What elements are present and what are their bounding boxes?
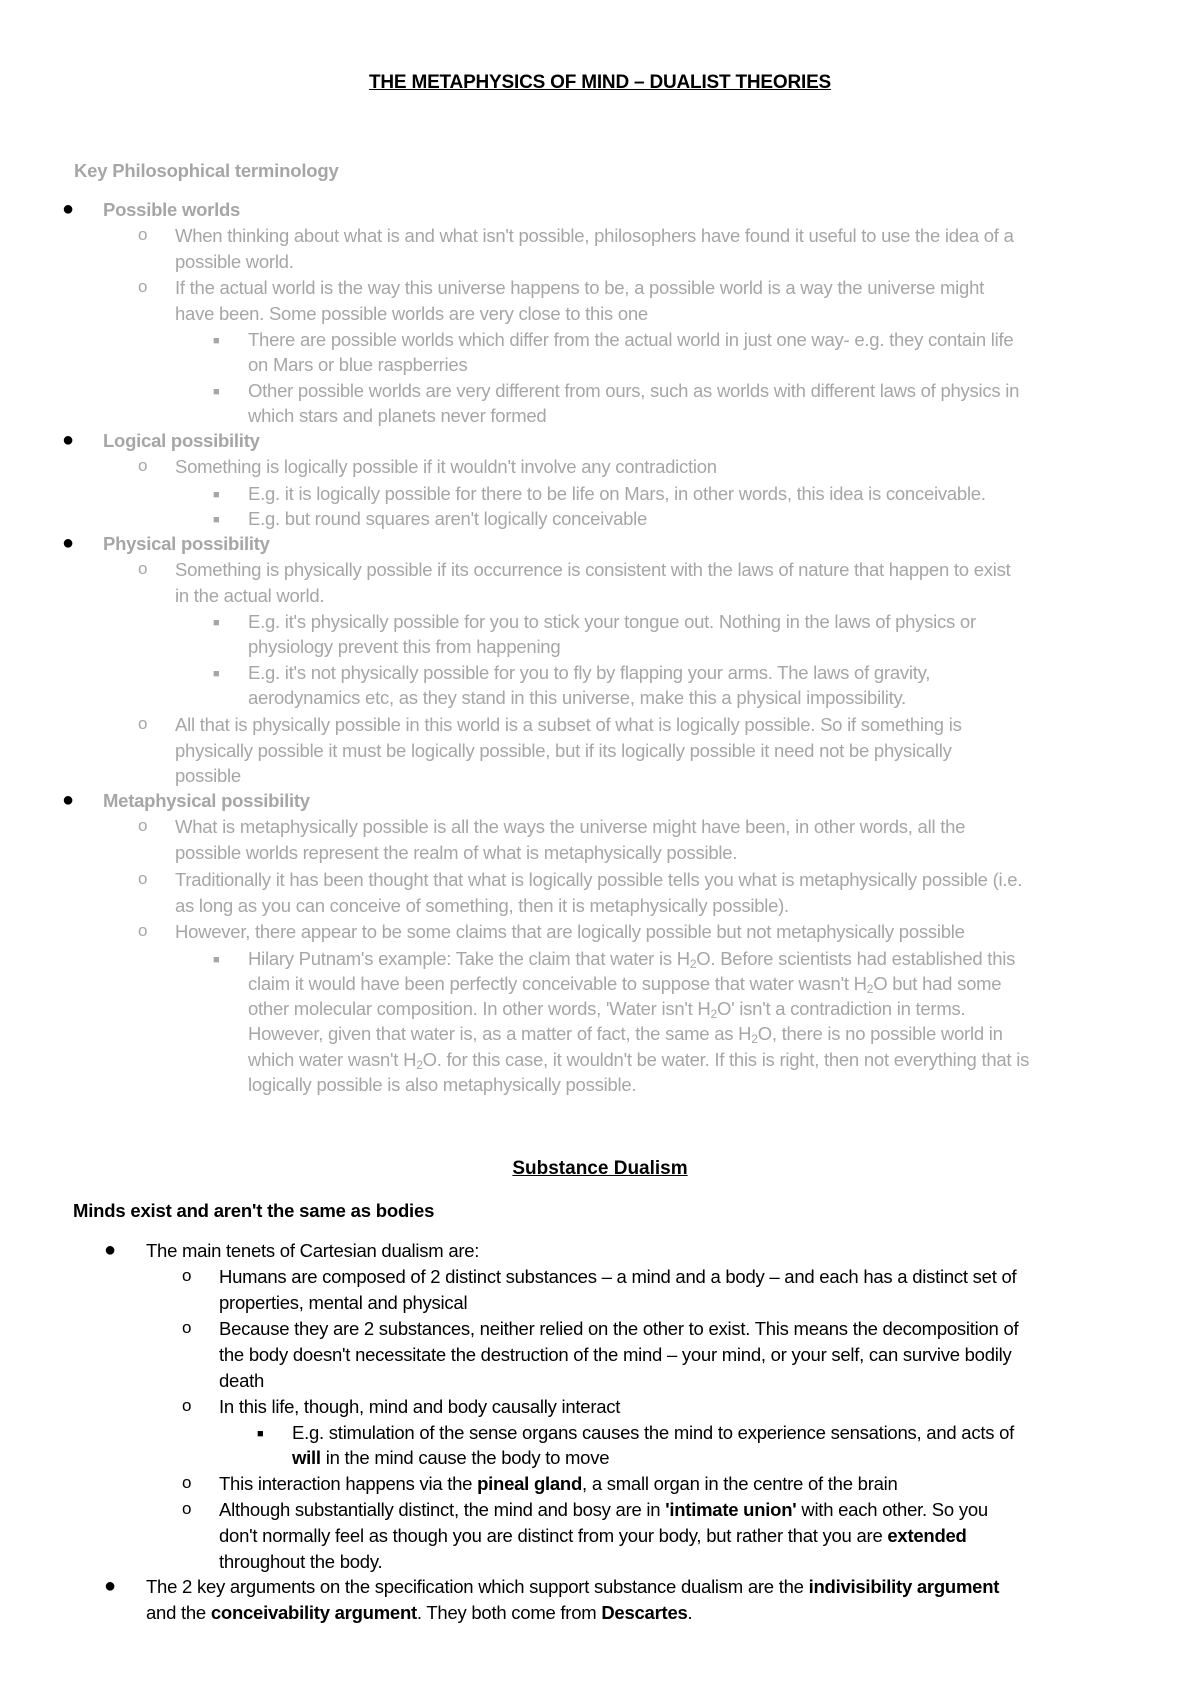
text-line: have been. Some possible worlds are very close to this one [175,303,648,324]
text-line: aerodynamics etc, as they stand in this universe, make this a physical impossibility. [248,687,907,708]
text-line: In this life, though, mind and body causally interact [219,1396,621,1417]
text-line-putnam: which water wasn't $H_2O$. for this case, it wouldn't be water. If this is right, then not everything that is [248,1049,1030,1072]
text-line: E.g. it's physically possible for you to stick your tongue out. Nothing in the laws of physics or [248,611,976,632]
text-line: Something is logically possible if it wouldn't involve any contradiction [175,456,717,477]
bullet-disc-icon: ● [62,198,75,220]
bullet-square-icon: ■ [213,489,220,501]
text-line: Although substantially distinct, the mind and bosy are in 'intimate union' with each other. So you [219,1499,988,1520]
bullet-square-icon: ■ [213,668,220,680]
text-line-putnam: Hilary Putnam's example: Take the claim that water is $H_2O$. Before scientists had established this [248,948,1016,971]
term-physical-possibility: Physical possibility [103,533,270,554]
text-line: Other possible worlds are very different from ours, such as worlds with different laws of physics in [248,380,1020,401]
text-line: This interaction happens via the pineal gland, a small organ in the centre of the brain [219,1473,898,1494]
text-line: don't normally feel as though you are distinct from your body, but rather that you are extended [219,1525,967,1546]
bullet-circle-icon: o [138,816,148,835]
text-line: What is metaphysically possible is all the ways the universe might have been, in other words, all the [175,816,966,837]
bullet-circle-icon: o [138,869,148,888]
section-title-substance-dualism: Substance Dualism [512,1158,688,1179]
term-possible-worlds: Possible worlds [103,199,241,220]
bullet-circle-icon: o [138,559,148,578]
text-line: The 2 key arguments on the specification which support substance dualism are the indivisibility argument [146,1576,1000,1597]
bullet-circle-icon: o [138,225,148,244]
bullet-square-icon: ■ [213,617,220,629]
text-line: possible world. [175,251,294,272]
bullet-disc-icon: ● [62,429,75,451]
text-line: possible worlds represent the realm of what is metaphysically possible. [175,842,738,863]
text-line: Because they are 2 substances, neither relied on the other to exist. This means the decomposition of [219,1318,1019,1339]
text-line: However, there appear to be some claims that are logically possible but not metaphysically possible [175,921,965,942]
text-line-putnam: logically possible is also metaphysically possible. [248,1074,637,1095]
section-subtitle: Minds exist and aren't the same as bodies [73,1200,435,1221]
text-line: E.g. stimulation of the sense organs causes the mind to experience sensations, and acts of [292,1422,1015,1443]
text-line: If the actual world is the way this universe happens to be, a possible world is a way the universe might [175,277,984,298]
bullet-square-icon: ■ [213,386,220,398]
document-title: THE METAPHYSICS OF MIND – DUALIST THEORIES [368,72,832,93]
text-line: Traditionally it has been thought that what is logically possible tells you what is metaphysically possible (i.e. [175,869,1023,890]
text-line: physically possible it must be logically possible, but if its logically possible it need not be physically [175,740,952,761]
text-line-putnam: claim it would have been perfectly conceivable to suppose that water wasn't $H_2O$ but had some [248,973,1002,996]
bullet-circle-icon: o [182,1318,192,1337]
bullet-circle-icon: o [138,277,148,296]
text-line: on Mars or blue raspberries [248,354,468,375]
text-line: which stars and planets never formed [248,405,547,426]
text-line: E.g. it is logically possible for there to be life on Mars, in other words, this idea is conceivable. [248,483,986,504]
bullet-disc-icon: ● [104,1239,117,1261]
bullet-circle-icon: o [182,1396,192,1415]
bullet-disc-icon: ● [62,532,75,554]
bullet-circle-icon: o [138,714,148,733]
text-line: physiology prevent this from happening [248,636,561,657]
bullet-disc-icon: ● [62,789,75,811]
bullet-circle-icon: o [182,1266,192,1285]
text-line: the body doesn't necessitate the destruction of the mind – your mind, or your self, can survive bodily [219,1344,1012,1365]
bullet-square-icon: ■ [257,1428,264,1440]
text-line: death [219,1370,265,1391]
text-line: Humans are composed of 2 distinct substances – a mind and a body – and each has a distinct set of [219,1266,1017,1287]
text-line: There are possible worlds which differ from the actual world in just one way- e.g. they contain life [248,329,1014,350]
bullet-circle-icon: o [138,456,148,475]
text-line: throughout the body. [219,1551,383,1572]
text-line: properties, mental and physical [219,1292,468,1313]
text-line: will in the mind cause the body to move [292,1447,610,1468]
text-line: The main tenets of Cartesian dualism are: [146,1240,480,1261]
text-line: in the actual world. [175,585,325,606]
text-line: and the conceivability argument. They both come from Descartes. [146,1602,693,1623]
text-line: possible [175,765,241,786]
bullet-square-icon: ■ [213,514,220,526]
bullet-circle-icon: o [182,1499,192,1518]
text-line: E.g. but round squares aren't logically conceivable [248,508,648,529]
text-line-putnam: However, given that water is, as a matter of fact, the same as $H_2O$, there is no possible world in [248,1023,1003,1046]
bullet-disc-icon: ● [104,1575,117,1597]
bullet-circle-icon: o [182,1473,192,1492]
term-logical-possibility: Logical possibility [103,430,260,451]
bullet-circle-icon: o [138,921,148,940]
text-line-putnam: other molecular composition. In other words, 'Water isn't $H_2O'$ isn't a contradiction in terms. [248,998,966,1021]
section-heading-key-terminology: Key Philosophical terminology [74,160,339,181]
bullet-square-icon: ■ [213,954,220,966]
term-metaphysical-possibility: Metaphysical possibility [103,790,310,811]
text-line: as long as you can conceive of something, then it is metaphysically possible). [175,895,789,916]
text-line: Something is physically possible if its occurrence is consistent with the laws of nature that happen to exist [175,559,1011,580]
text-line: All that is physically possible in this world is a subset of what is logically possible. So if something is [175,714,962,735]
text-line: When thinking about what is and what isn't possible, philosophers have found it useful to use the idea of a [175,225,1014,246]
text-line: E.g. it's not physically possible for you to fly by flapping your arms. The laws of gravity, [248,662,931,683]
bullet-square-icon: ■ [213,335,220,347]
